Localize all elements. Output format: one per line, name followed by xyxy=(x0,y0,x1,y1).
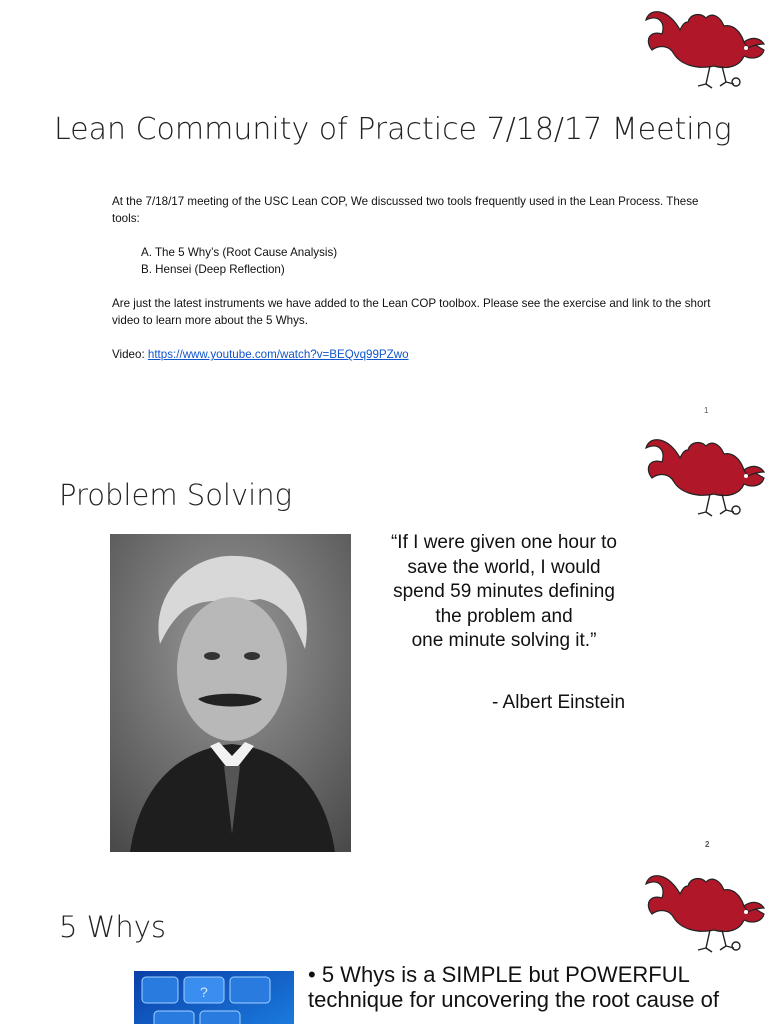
video-label: Video: xyxy=(112,348,148,361)
quote-attribution: - Albert Einstein xyxy=(492,692,626,713)
intro-paragraph: At the 7/18/17 meeting of the USC Lean COP, We discussed two tools frequently used in the Lean Process. These tools: xyxy=(112,195,699,225)
slide-title: Lean Community of Practice 7/18/17 Meeting xyxy=(54,112,732,147)
page-number: 1 xyxy=(704,406,709,415)
bullet-text: 5 Whys is a SIMPLE but POWERFUL technique for uncovering the root cause of xyxy=(308,962,719,1012)
list-item: A. The 5 Why’s (Root Cause Analysis) xyxy=(141,246,338,259)
quote-line: “If I were given one hour to xyxy=(390,532,617,553)
slide-title: Problem Solving xyxy=(59,478,292,512)
slide-body xyxy=(112,193,712,363)
bullet-icon: • xyxy=(308,962,316,987)
gamecock-logo-icon xyxy=(640,864,768,956)
closing-paragraph: Are just the latest instruments we have added to the Lean COP toolbox. Please see the exercise and link to the short video to learn more about the 5 Whys. xyxy=(112,297,711,327)
slide-1 xyxy=(0,0,768,420)
einstein-portrait xyxy=(110,534,351,852)
quote-line: one minute solving it.” xyxy=(411,630,597,651)
video-line xyxy=(112,346,712,363)
quote-line: save the world, I would xyxy=(407,556,601,578)
slide-title: 5 Whys xyxy=(59,910,166,944)
video-link[interactable]: https://www.youtube.com/watch?v=BEQvq99PZwo xyxy=(147,348,409,361)
gamecock-logo-icon xyxy=(640,0,768,92)
keyboard-photo xyxy=(134,971,294,1024)
slide-2 xyxy=(0,428,768,858)
page-number: 2 xyxy=(705,840,710,849)
svg-text:?: ? xyxy=(200,984,208,1000)
quote-line: spend 59 minutes defining xyxy=(393,581,615,602)
bullet-item xyxy=(308,962,728,1012)
slide-3 xyxy=(0,864,768,1024)
einstein-quote xyxy=(368,531,640,654)
quote-line: the problem and xyxy=(435,605,573,627)
list-item: B. Hensei (Deep Reflection) xyxy=(141,263,285,276)
gamecock-logo-icon xyxy=(640,428,768,520)
